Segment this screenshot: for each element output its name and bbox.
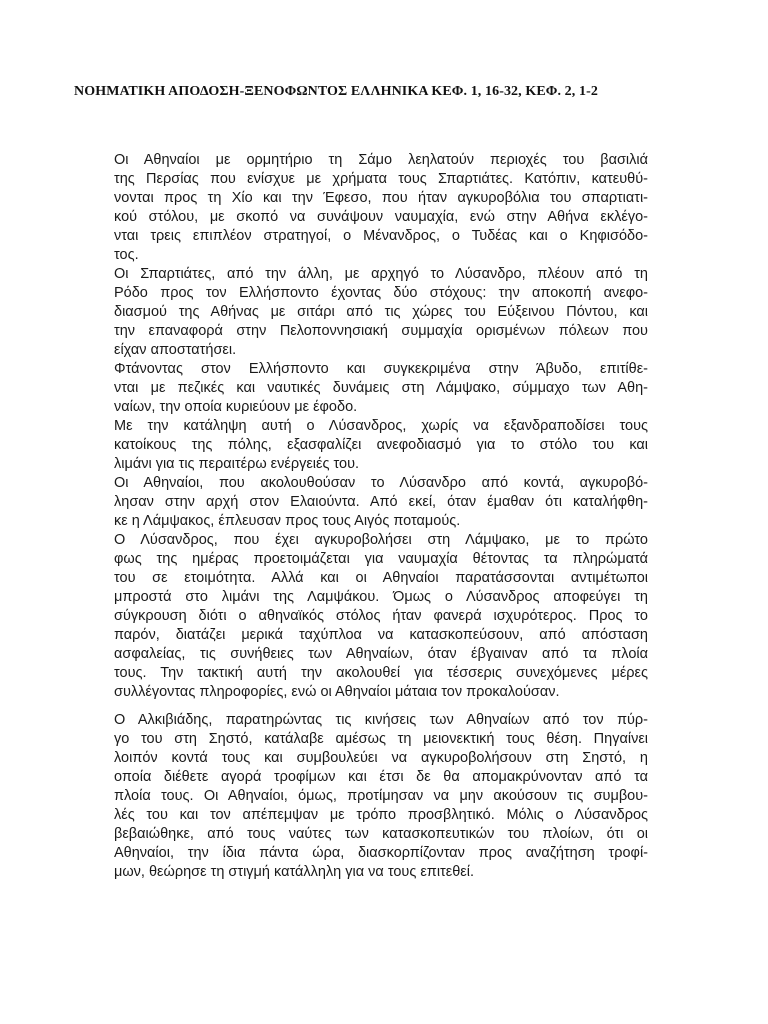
paragraph — [114, 151, 648, 265]
text-line: νται τρεις επιπλέον στρατηγοί, ο Μένανδρος, ο Τυδέας και ο Κηφισόδο- — [114, 228, 648, 244]
text-line: Οι Αθηναίοι με ορμητήριο τη Σάμο λεηλατούν περιοχές του βασιλιά — [114, 152, 648, 168]
text-line: Με την κατάληψη αυτή ο Λύσανδρος, χωρίς να εξανδραποδίσει τους — [114, 418, 648, 434]
text-line: Οι Αθηναίοι, που ακολουθούσαν το Λύσανδρο από κοντά, αγκυροβό- — [114, 475, 648, 491]
text-line: τος. — [114, 247, 139, 263]
text-line: διασμού της Αθήνας με σιτάρι από τις χώρες του Εύξεινου Πόντου, και — [114, 304, 648, 320]
text-line: οποία διέθετε αγορά τροφίμων και έτσι δε θα απομακρύνονταν από τα — [114, 769, 648, 785]
text-line: λοιπόν κοντά τους και συμβουλεύει να αγκυροβολήσουν στη Σηστό, η — [114, 750, 648, 766]
text-line: τους. Την τακτική αυτή την ακολουθεί για τέσσερις συνεχόμενες μέρες — [114, 665, 648, 681]
paragraph — [114, 265, 648, 360]
text-line: μων, θεώρησε τη στιγμή κατάλληλη για να τους επιτεθεί. — [114, 864, 475, 880]
paragraph — [114, 711, 648, 882]
text-line: συλλέγοντας πληροφορίες, ενώ οι Αθηναίοι μάταια τον προκαλούσαν. — [114, 684, 560, 700]
text-line: Ρόδο προς τον Ελλήσποντο έχοντας δύο στόχους: την αποκοπή ανεφο- — [114, 285, 648, 301]
text-line: Ο Λύσανδρος, που έχει αγκυροβολήσει στη Λάμψακο, με το πρώτο — [114, 532, 648, 548]
text-line: του σε ετοιμότητα. Αλλά και οι Αθηναίοι παρατάσσονται αντιμέτωποι — [114, 570, 648, 586]
text-line: ναίων, την οποία κυριεύουν με έφοδο. — [114, 399, 358, 415]
text-line: νονται προς τη Χίο και την Έφεσο, που ήταν αγκυροβόλια του σπαρτιατι- — [114, 190, 648, 206]
text-line: την επαναφορά στην Πελοποννησιακή συμμαχία ορισμένων πόλεων που — [114, 323, 648, 339]
text-line: Οι Σπαρτιάτες, από την άλλη, με αρχηγό το Λύσανδρο, πλέουν από τη — [114, 266, 648, 282]
text-line: είχαν αποστατήσει. — [114, 342, 237, 358]
text-line: της Περσίας που ενίσχυε με χρήματα τους Σπαρτιάτες. Κατόπιν, κατευθύ- — [114, 171, 648, 187]
text-line: ασφαλείας, τις συνήθειες των Αθηναίων, όταν έβγαιναν από τα πλοία — [114, 646, 648, 662]
text-line: φως της ημέρας προετοιμάζεται για ναυμαχία θέτοντας τα πληρώματά — [114, 551, 648, 567]
paragraph — [114, 360, 648, 417]
text-line: κού στόλου, με σκοπό να συνάψουν ναυμαχία, ενώ στην Αθήνα εκλέγο- — [114, 209, 648, 225]
paragraph — [114, 417, 648, 474]
text-line: Ο Αλκιβιάδης, παρατηρώντας τις κινήσεις των Αθηναίων από τον πύρ- — [114, 712, 648, 728]
document-body — [114, 151, 648, 882]
text-line: λησαν στην αρχή στον Ελαιούντα. Από εκεί, όταν έμαθαν ότι καταλήφθη- — [114, 494, 648, 510]
paragraph — [114, 531, 648, 702]
paragraph — [114, 474, 648, 531]
text-line: μπροστά στο λιμάνι της Λαμψάκου. Όμως ο Λύσανδρος αποφεύγει τη — [114, 589, 648, 605]
text-line: πλοία τους. Οι Αθηναίοι, όμως, προτίμησαν να μην ακούσουν τις συμβου- — [114, 788, 648, 804]
text-line: λές του και τον απέπεμψαν με τρόπο προσβλητικό. Μόλις ο Λύσανδρος — [114, 807, 648, 823]
text-line: νται με πεζικές και ναυτικές δυνάμεις στη Λάμψακο, σύμμαχο των Αθη- — [114, 380, 648, 396]
text-line: λιμάνι για τις περαιτέρω ενέργειές του. — [114, 456, 360, 472]
text-line: Αθηναίοι, την ίδια πάντα ώρα, διασκορπίζονταν προς αναζήτηση τροφί- — [114, 845, 648, 861]
text-line: κε η Λάμψακος, έπλευσαν προς τους Αιγός ποταμούς. — [114, 513, 461, 529]
text-line: Φτάνοντας στον Ελλήσποντο και συγκεκριμένα στην Άβυδο, επιτίθε- — [114, 361, 648, 377]
text-line: παρόν, διατάζει μερικά ταχύπλοα να κατασκοπεύσουν, από απόσταση — [114, 627, 648, 643]
text-line: σύγκρουση διότι ο αθηναϊκός στόλος ήταν φανερά ισχυρότερος. Προς το — [114, 608, 648, 624]
text-line: κατοίκους της πόλης, εξασφαλίζει ανεφοδιασμό για το στόλο του και — [114, 437, 648, 453]
text-line: γο του στη Σηστό, κατάλαβε αμέσως τη μειονεκτική τους θέση. Πηγαίνει — [114, 731, 648, 747]
text-line: βεβαιώθηκε, από τους ναύτες των κατασκοπευτικών του πλοίων, ότι οι — [114, 826, 648, 842]
document-title: ΝΟΗΜΑΤΙΚΗ ΑΠΟΔΟΣΗ-ΞΕΝΟΦΩΝΤΟΣ ΕΛΛΗΝΙΚΑ ΚΕΦ. 1, 16-32, ΚΕΦ. 2, 1-2 — [74, 84, 598, 99]
